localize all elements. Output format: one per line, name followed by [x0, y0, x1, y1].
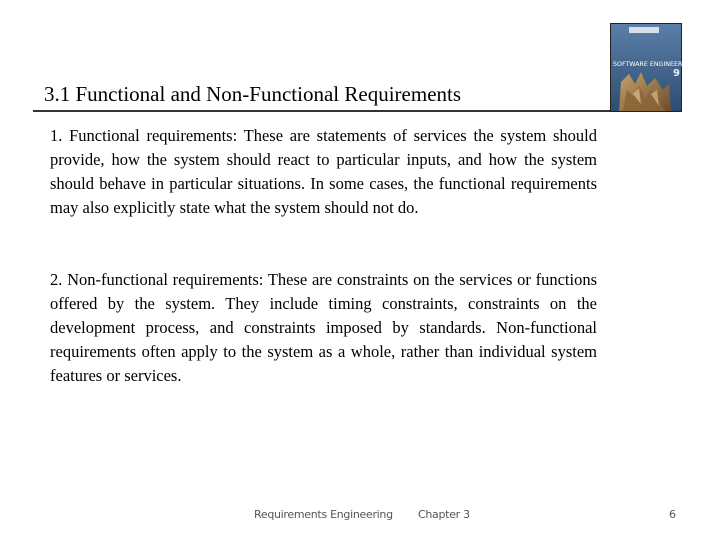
- page-number: 6: [669, 508, 676, 521]
- title-underline: [33, 110, 617, 112]
- book-cover-graphic: [611, 24, 694, 111]
- non-functional-requirements-paragraph: 2. Non-functional requirements: These are constraints on the services or functions offered by the system. They include timing constraints, constraints on the development process, and constraints imposed by standards. Non-functional requirements often apply to the system as a whole, rather than individual system features or services.: [50, 270, 597, 385]
- functional-requirements-paragraph: 1. Functional requirements: These are statements of services the system should provide, how the system should react to particular inputs, and how the system should behave in particular situations. In some cases, the functional requirements may also explicitly state what the system should not do.: [50, 126, 597, 217]
- slide-title: 3.1 Functional and Non-Functional Requirements: [44, 82, 462, 106]
- cover-edition-number: 9: [673, 68, 680, 79]
- footer-topic: Requirements Engineering: [254, 508, 393, 521]
- footer-chapter: Chapter 3: [418, 508, 470, 521]
- cover-title-text: SOFTWARE ENGINEERING: [613, 61, 694, 68]
- book-cover-image: [610, 23, 694, 112]
